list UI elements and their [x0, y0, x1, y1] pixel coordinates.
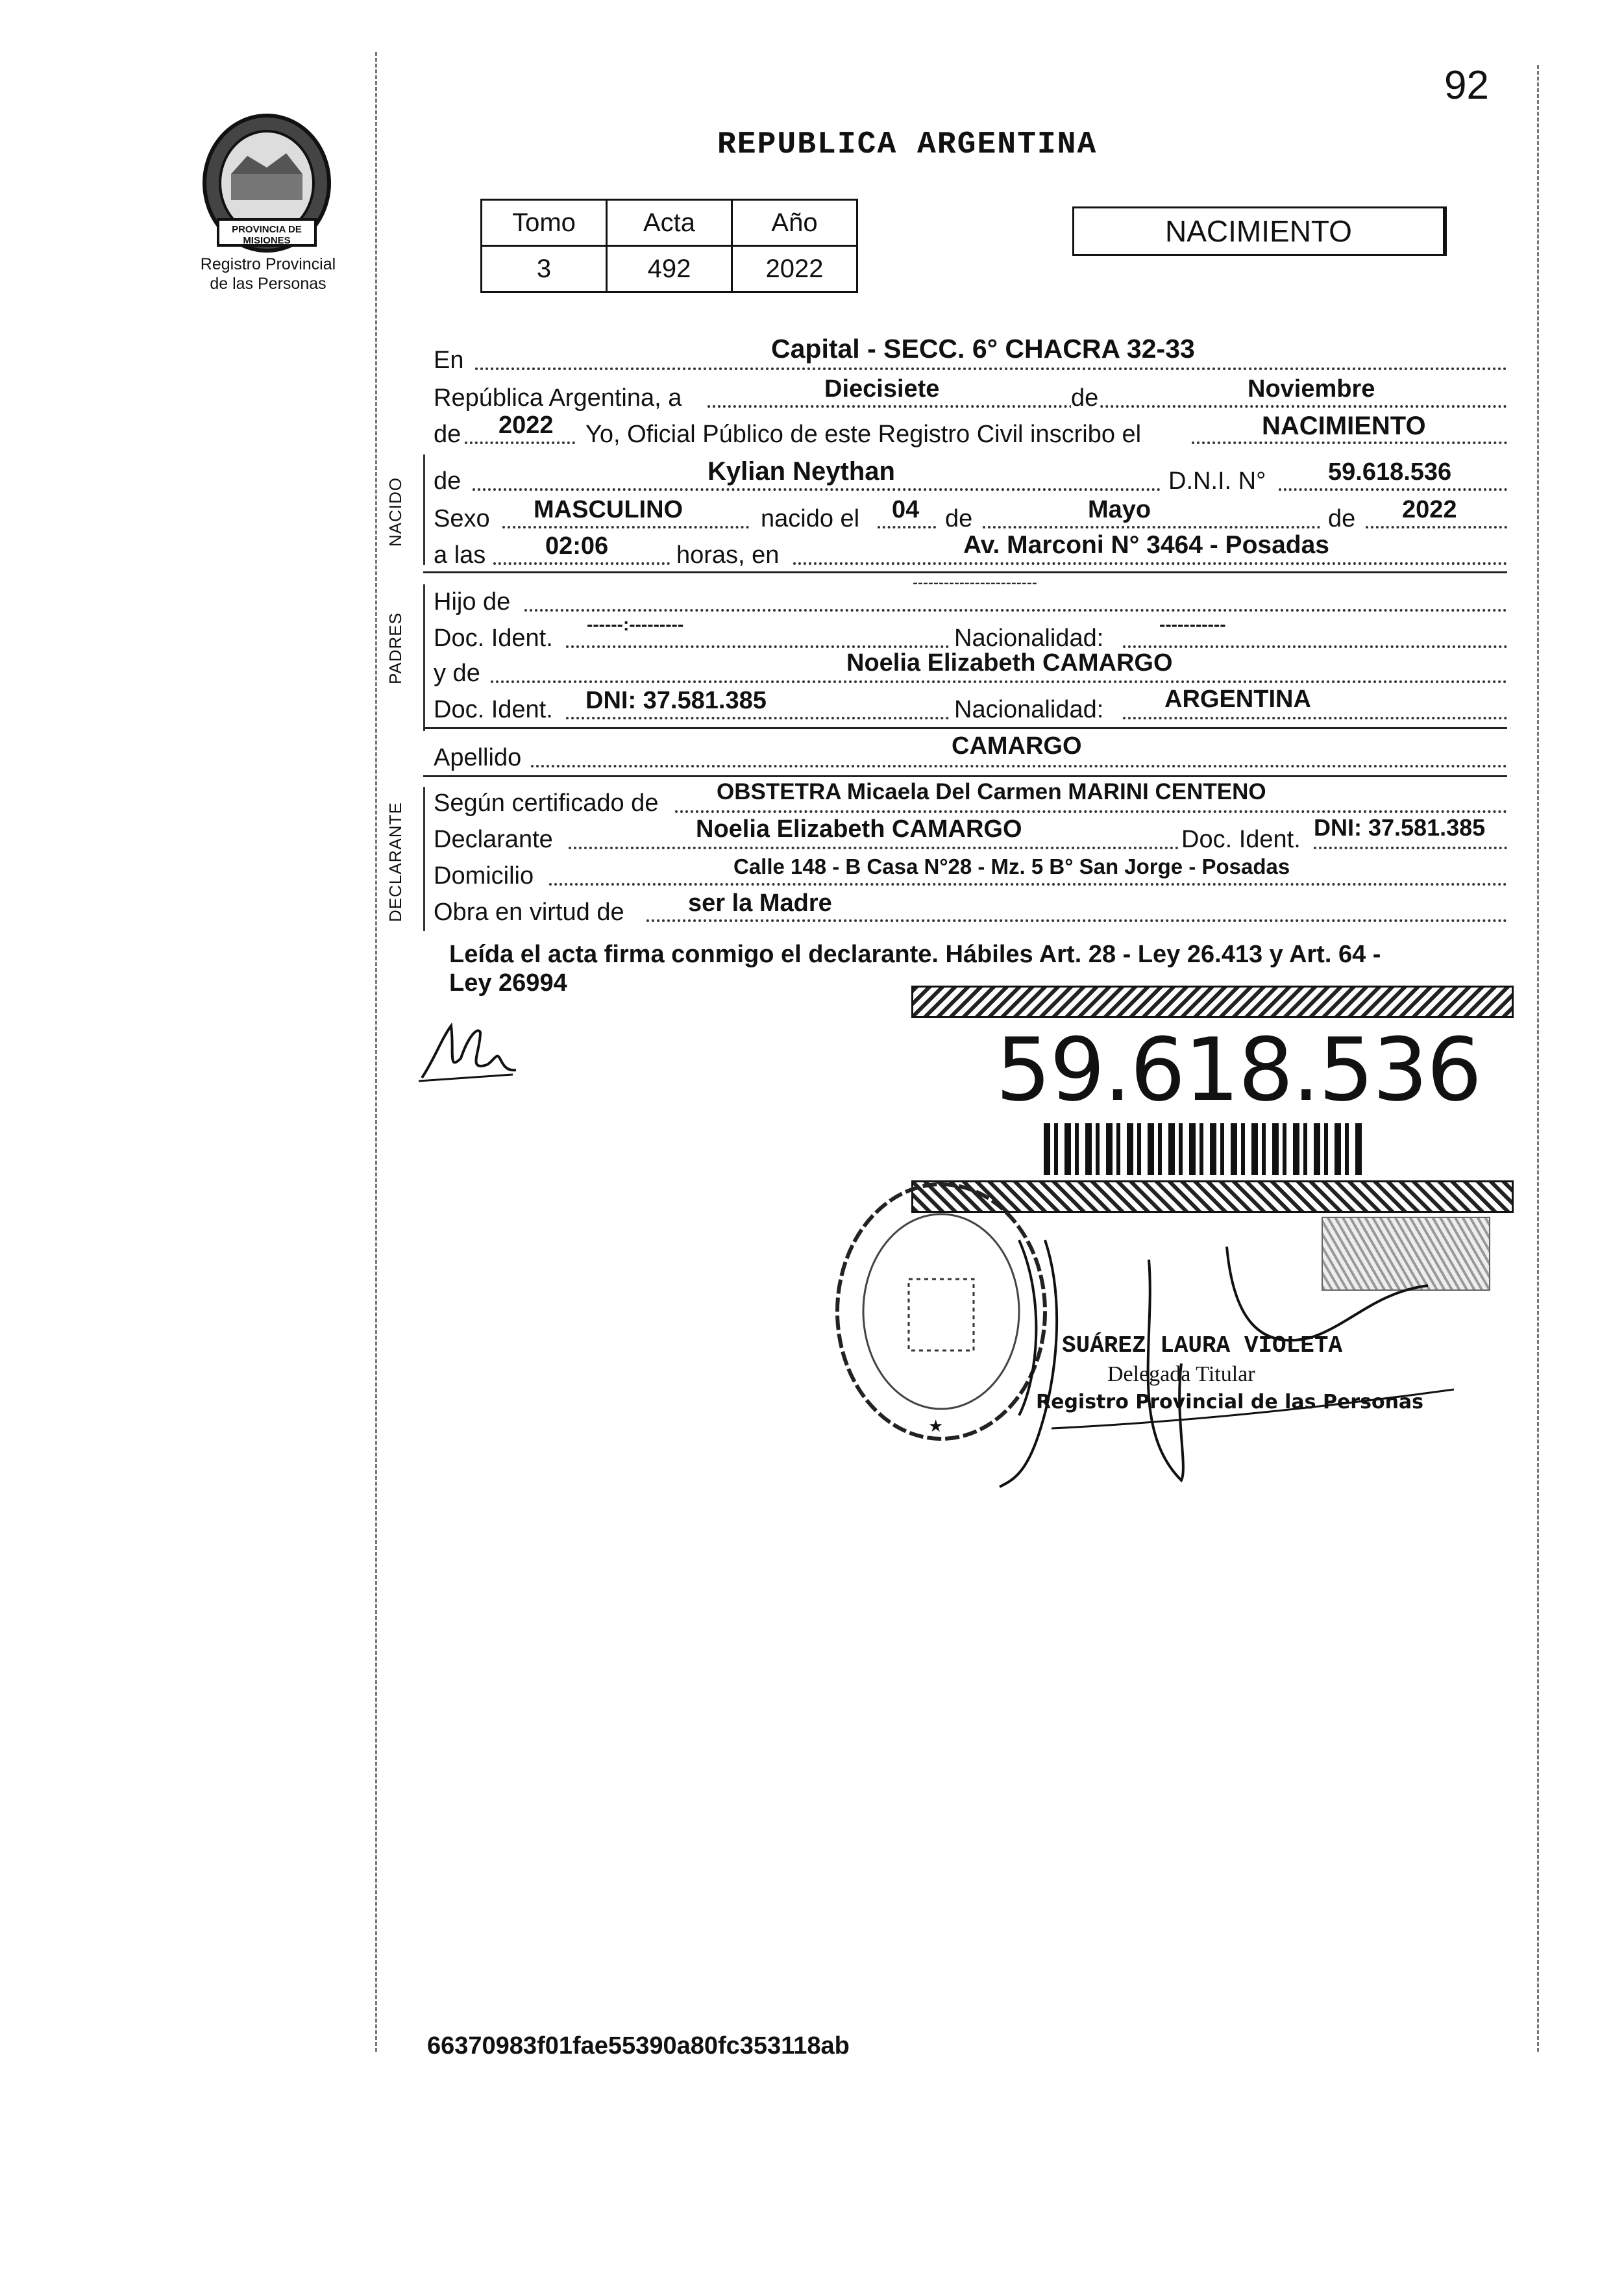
right-margin-line	[1537, 65, 1539, 2052]
de-mes-label: de	[945, 505, 973, 532]
declarante-bracket	[423, 787, 425, 931]
declarante-section-label: DECLARANTE	[386, 802, 405, 922]
declarant-signature	[415, 1013, 526, 1091]
ra-label: República Argentina, a	[434, 384, 682, 412]
madre-doc-value: DNI: 37.581.385	[585, 687, 767, 714]
name-dots	[473, 488, 1161, 491]
padres-section-label: PADRES	[386, 612, 405, 684]
nacido-de-label: de	[434, 467, 461, 495]
sticker-band-top	[911, 986, 1514, 1018]
anio-value: 2022	[1402, 496, 1457, 523]
obra-dots	[646, 919, 1507, 922]
madre-nac-label: Nacionalidad:	[954, 696, 1104, 723]
acta-value-anio: 2022	[732, 246, 857, 292]
decl-doc-dots	[1314, 847, 1507, 849]
decl-doc-label: Doc. Ident.	[1181, 826, 1301, 853]
madre-doc-dots	[566, 717, 949, 719]
sexo-label: Sexo	[434, 505, 490, 532]
horas-en-label: horas, en	[676, 541, 780, 569]
apellido-value: CAMARGO	[952, 732, 1082, 760]
madre-doc-label: Doc. Ident.	[434, 696, 553, 723]
acta-header-anio: Año	[732, 200, 857, 246]
dni-label: D.N.I. N°	[1168, 467, 1266, 495]
official-title: Delegada Titular	[1107, 1362, 1255, 1386]
svg-text:★: ★	[928, 1417, 944, 1436]
cert-label: Según certificado de	[434, 790, 659, 817]
child-name: Kylian Neythan	[707, 457, 895, 486]
ra-dots	[707, 405, 1507, 408]
padre-doc-value: ------:---------	[587, 614, 684, 634]
padre-nac-value: -----------	[1159, 614, 1226, 634]
anio-dots	[1366, 526, 1507, 529]
inscribo-value: NACIMIENTO	[1262, 412, 1426, 440]
acta-header-tomo: Tomo	[482, 200, 607, 246]
doc-type-label: NACIMIENTO	[1165, 214, 1352, 248]
page-number: 92	[1444, 63, 1489, 108]
registry-line-2: de las Personas	[210, 275, 326, 293]
logo-text: PROVINCIA DE MISIONES	[232, 224, 302, 246]
decl-dots	[569, 847, 1179, 849]
dia-value: 04	[892, 496, 920, 523]
en-value: Capital - SECC. 6° CHACRA 32-33	[771, 334, 1195, 364]
acta-value-tomo: 3	[482, 246, 607, 292]
apellido-label: Apellido	[434, 744, 522, 771]
decl-doc-value: DNI: 37.581.385	[1314, 814, 1486, 841]
de-anio-label: de	[1328, 505, 1356, 532]
sticker-barcode	[1044, 1123, 1362, 1175]
nacido-divider	[423, 571, 1507, 573]
obra-label: Obra en virtud de	[434, 899, 624, 926]
dom-dots	[549, 883, 1507, 886]
doc-type-box	[1072, 206, 1447, 256]
padres-bracket	[423, 584, 425, 731]
sexo-dots	[502, 526, 749, 529]
mes-dots	[983, 526, 1320, 529]
sticker-number: 59.618.536	[996, 1019, 1481, 1121]
year-value: 2022	[498, 412, 554, 439]
dia-dots	[878, 526, 936, 529]
padre-doc-label: Doc. Ident.	[434, 625, 553, 652]
logo-lettering	[192, 110, 341, 260]
madre-value: Noelia Elizabeth CAMARGO	[846, 649, 1173, 677]
sexo-value: MASCULINO	[534, 496, 683, 523]
en-dots	[475, 367, 1507, 370]
year-dots	[465, 442, 575, 444]
hora-dots	[493, 562, 670, 565]
legal-line-1: Leída el acta firma conmigo el declarante. Hábiles Art. 28 - Ley 26.413 y Art. 64 -	[449, 941, 1381, 968]
nacido-section-label: NACIDO	[386, 477, 405, 547]
registry-name	[174, 255, 362, 293]
hijo-label: Hijo de	[434, 588, 511, 616]
madre-dots	[491, 680, 1507, 683]
month-value: Noviembre	[1248, 375, 1375, 403]
dom-label: Domicilio	[434, 862, 534, 890]
acta-value-acta: 492	[607, 246, 732, 292]
hijo-dots	[524, 609, 1507, 612]
acta-table	[480, 199, 858, 293]
inscribo-dots	[1192, 442, 1507, 444]
official-org: Registro Provincial de las Personas	[1036, 1391, 1424, 1413]
alas-label: a las	[434, 541, 486, 569]
padre-value: ------------------------	[913, 574, 1037, 591]
lugar-dots	[793, 562, 1507, 565]
document-hash: 66370983f01fae55390a80fc353118ab	[427, 2032, 850, 2059]
cert-value: OBSTETRA Micaela Del Carmen MARINI CENTENO	[717, 779, 1266, 804]
madre-nac-value: ARGENTINA	[1164, 686, 1311, 713]
de2-label: de	[434, 421, 461, 448]
hora-value: 02:06	[545, 532, 609, 560]
nacido-el-label: nacido el	[761, 505, 860, 532]
lugar-value: Av. Marconi N° 3464 - Posadas	[963, 531, 1329, 559]
padre-nac-label: Nacionalidad:	[954, 625, 1104, 652]
legal-line-2: Ley 26994	[449, 969, 567, 997]
padre-doc-dots	[566, 645, 949, 648]
dom-value: Calle 148 - B Casa N°28 - Mz. 5 B° San Jorge - Posadas	[733, 854, 1290, 878]
nacido-bracket	[423, 454, 425, 565]
apellido-dots	[531, 765, 1507, 767]
mes-value: Mayo	[1088, 496, 1151, 523]
day-value: Diecisiete	[824, 375, 940, 403]
padre-nac-dots	[1123, 645, 1507, 648]
inscribo-text: Yo, Oficial Público de este Registro Civil inscribo el	[585, 421, 1142, 448]
yde-label: y de	[434, 660, 480, 687]
acta-header-acta: Acta	[607, 200, 732, 246]
registry-line-1: Registro Provincial	[200, 255, 336, 273]
obra-value: ser la Madre	[688, 890, 832, 917]
child-dni: 59.618.536	[1328, 458, 1452, 486]
dni-dots	[1279, 488, 1507, 491]
decl-value: Noelia Elizabeth CAMARGO	[696, 815, 1022, 843]
apellido-divider	[423, 775, 1507, 777]
official-name: SUÁREZ LAURA VIOLETA	[1062, 1332, 1343, 1359]
en-label: En	[434, 347, 464, 374]
madre-nac-dots	[1123, 717, 1507, 719]
country-title: REPUBLICA ARGENTINA	[717, 127, 1098, 162]
cert-dots	[675, 810, 1507, 813]
decl-label: Declarante	[434, 826, 553, 853]
padres-divider	[423, 727, 1507, 729]
de-label: de	[1071, 384, 1099, 412]
left-margin-line	[375, 52, 377, 2052]
